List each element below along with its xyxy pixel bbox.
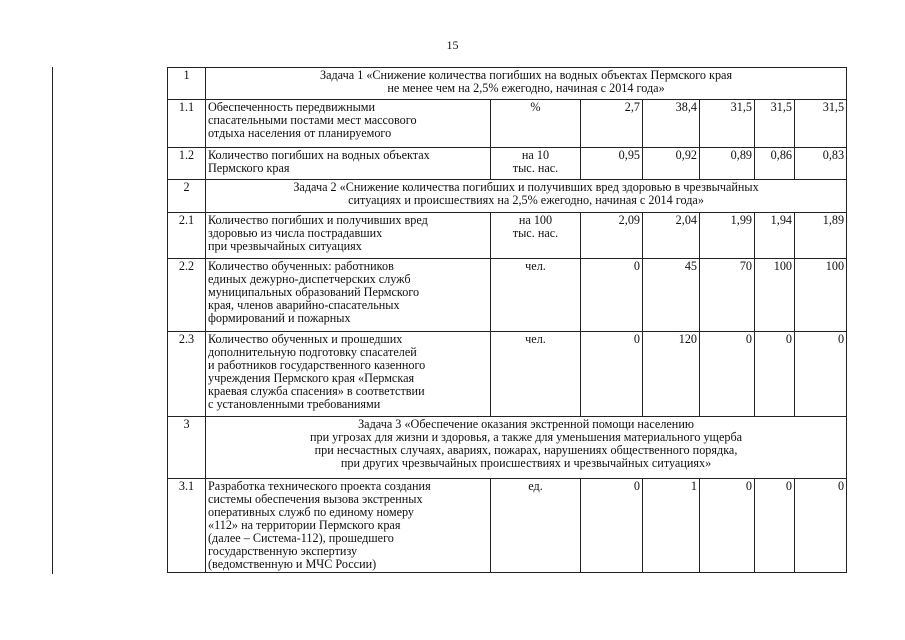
row-number: 2.3 [168,332,206,417]
value-cell: 1,99 [700,213,755,259]
value-cell: 1,89 [795,213,847,259]
row-number: 1.2 [168,148,206,180]
unit-cell: чел. [491,332,581,417]
value-cell: 31,5 [755,100,795,148]
unit-cell: чел. [491,259,581,332]
value-cell: 1,94 [755,213,795,259]
table-row [168,213,847,259]
indicator-name: Количество обученных и прошедших дополнительную подготовку спасателей и работников государственного казенного учреждения Пермского края «Пермская краевая служба спасения» в соответствии с установленными требованиями [206,332,491,417]
indicator-name: Обеспеченность передвижными спасательными постами мест массового отдыха населения от планируемого [206,100,491,148]
table-row [168,259,847,332]
value-cell: 2,09 [581,213,643,259]
value-cell: 1 [643,479,700,573]
table-row [168,100,847,148]
value-cell: 0 [795,332,847,417]
value-cell: 31,5 [700,100,755,148]
task-row [168,417,847,479]
value-cell: 0 [581,259,643,332]
unit-cell: на 10 тыс. нас. [491,148,581,180]
value-cell: 2,7 [581,100,643,148]
indicators-table [167,67,847,573]
task-title: Задача 1 «Снижение количества погибших на водных объектах Пермского края не менее чем на 2,5% ежегодно, начиная с 2014 года» [206,68,847,100]
row-number: 1.1 [168,100,206,148]
row-number: 3.1 [168,479,206,573]
row-number: 1 [168,68,206,100]
unit-cell: ед. [491,479,581,573]
unit-cell: на 100 тыс. нас. [491,213,581,259]
value-cell: 0 [700,479,755,573]
table-row [168,148,847,180]
value-cell: 70 [700,259,755,332]
row-number: 2 [168,180,206,213]
task-title: Задача 3 «Обеспечение оказания экстренной помощи населению при угрозах для жизни и здоровья, а также для уменьшения материального ущерба при несчастных случаях, авариях, пожарах, нарушениях общественного порядка, при других чрезвычайных происшествиях и чрезвычайных ситуациях» [206,417,847,479]
value-cell: 0 [795,479,847,573]
value-cell: 0 [700,332,755,417]
table-row [168,332,847,417]
task-title: Задача 2 «Снижение количества погибших и получивших вред здоровью в чрезвычайных ситуациях и происшествиях на 2,5% ежегодно, начиная с 2014 года» [206,180,847,213]
value-cell: 100 [795,259,847,332]
value-cell: 2,04 [643,213,700,259]
value-cell: 0 [581,479,643,573]
value-cell: 0 [581,332,643,417]
unit-cell: % [491,100,581,148]
indicator-name: Количество погибших на водных объектах Пермского края [206,148,491,180]
row-number: 2.2 [168,259,206,332]
indicator-name: Разработка технического проекта создания системы обеспечения вызова экстренных оперативных служб по единому номеру «112» на территории Пермского края (далее – Система-112), прошедшего государственную экспертизу (ведомственную и МЧС России) [206,479,491,573]
table-row [168,479,847,573]
value-cell: 120 [643,332,700,417]
value-cell: 0 [755,332,795,417]
left-border-line [52,67,53,574]
value-cell: 100 [755,259,795,332]
page-number: 15 [446,38,459,52]
value-cell: 0,92 [643,148,700,180]
row-number: 2.1 [168,213,206,259]
table-area [52,67,846,574]
value-cell: 45 [643,259,700,332]
value-cell: 0 [755,479,795,573]
task-row [168,68,847,100]
value-cell: 0,83 [795,148,847,180]
row-number: 3 [168,417,206,479]
value-cell: 0,86 [755,148,795,180]
indicator-name: Количество погибших и получивших вред здоровью из числа пострадавших при чрезвычайных ситуациях [206,213,491,259]
value-cell: 38,4 [643,100,700,148]
value-cell: 0,95 [581,148,643,180]
task-row [168,180,847,213]
value-cell: 31,5 [795,100,847,148]
value-cell: 0,89 [700,148,755,180]
indicator-name: Количество обученных: работников единых дежурно-диспетчерских служб муниципальных образований Пермского края, членов аварийно-спасательных формирований и пожарных [206,259,491,332]
